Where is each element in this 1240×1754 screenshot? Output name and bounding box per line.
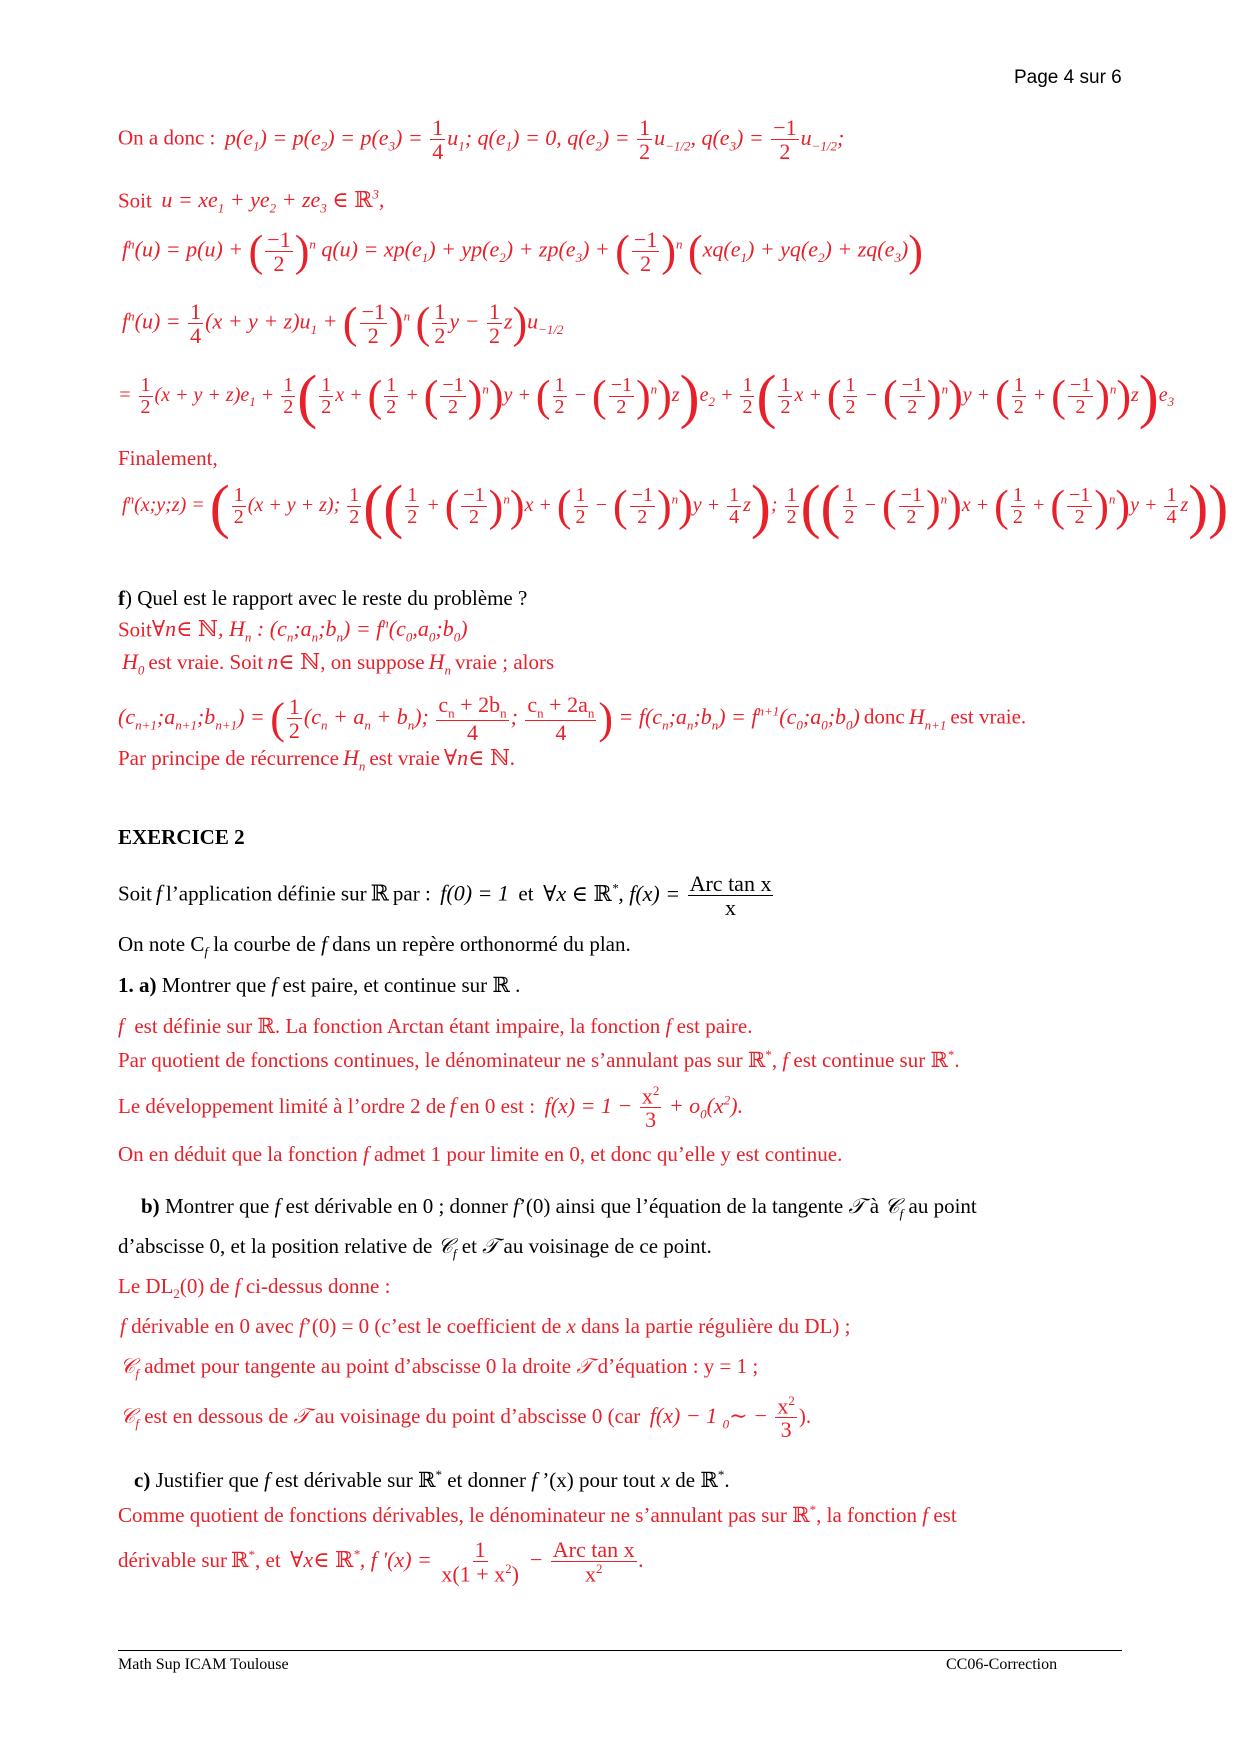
qf-h0-line: $H_0$ est vraie. Soit n∈ ℕ, on suppose $H_n$ vraie ; alors — [122, 649, 555, 678]
answer-1a-line1: f est définie sur ℝ. La fonction Arctan étant impaire, la fonction f est paire. — [118, 1014, 753, 1038]
answer-1a-line2: Par quotient de fonctions continues, le dénominateur ne s’annulant pas sur ℝ*, f est continue sur ℝ*. — [118, 1047, 960, 1072]
formula-fn-u-1: $f^n(u) = p(u)$ + ( $\frac{-1}{2}$ )$^n$ $q(u) = xp(e_1) + yp(e_2) + zp(e_3)$ + ( $\frac{-1}{2}$ )$^n$ $(xq(e_1) + yq(e_2) + zq(e_3))$ — [122, 226, 923, 277]
answer-1b-line1: Le $DL_2(0)$ de f ci-dessus donne : — [118, 1274, 391, 1302]
question-1a: 1. a) Montrer que f est paire, et continue sur ℝ . — [118, 973, 521, 997]
ex2-intro: Soit f l’application définie sur ℝ par : f(0) = 1 et ∀x ∈ ℝ*, f(x) = $\frac{\text{Arc tan x}}{x}$ — [118, 871, 772, 921]
page-number: Page 4 sur 6 — [1014, 67, 1122, 88]
qf-soit-line: Soit∀n∈ ℕ, $H_n$ : $(c_n;a_n;b_n)$ = $f^n(c_0,a_0;b_0)$ — [118, 616, 468, 645]
formula-final: $f^n(x;y;z)$ = ( $\frac{1}{2}$ (x + y + z); $\frac{1}{2}$ (( $\frac{1}{2}$ + ( $\frac{-1}{2}$ )$^n$)x + ( $\frac{1}{2}$ − ( $\frac{-1}{2}$ )$^n$)y + $\frac{1}{4}$ z); $\frac{1}{2}$ (( $\frac{1}{2}$ − ( $\frac{-1}{2}$ )$^n$)x + ( $\frac{1}{2}$ + ( $\frac{-1}{2}$ )$^n$)y + $\frac{1}{4}$ z)) — [122, 473, 1229, 540]
answer-1b-line2: f dérivable en 0 avec f’(0) = 0 (c’est le coefficient de x dans la partie régulière du DL) ; — [120, 1314, 851, 1338]
footer-left: Math Sup ICAM Toulouse — [118, 1656, 289, 1673]
question-f: f) Quel est le rapport avec le reste du problème ? — [118, 586, 528, 610]
answer-1a-line3: Le développement limité à l’ordre 2 de f en 0 est : f(x) = 1 − $\frac{x^2}{3}$ + $o_0(x^2)$. — [118, 1083, 744, 1133]
qf-conclusion: Par principe de récurrence $H_n$ est vraie ∀n∈ ℕ. — [118, 745, 516, 774]
footer-right: CC06-Correction — [946, 1656, 1058, 1673]
footer-rule — [118, 1650, 1122, 1651]
formula-fn-u-2: $f^n(u)$ = $\frac{1}{4}$ $(x + y + z)u_1$ + ( $\frac{-1}{2}$ )$^n$ ( $\frac{1}{2}$ y − $\frac{1}{2}$ $z)u_{-1/2}$ — [122, 298, 564, 349]
answer-1c-line1: Comme quotient de fonctions dérivables, le dénominateur ne s’annulant pas sur ℝ*, la fonction f est — [118, 1502, 957, 1527]
answer-1c-line2: dérivable sur ℝ*, et ∀x∈ ℝ*, f '(x) = $\frac{1}{x(1 + x^2)}$ − $\frac{\text{Arc tan x}}{x^2}$ . — [118, 1537, 645, 1587]
question-1b: b) Montrer que f est dérivable en 0 ; donner f’(0) ainsi que l’équation de la tangente 𝒯 à 𝒞$_f$ au point — [141, 1194, 977, 1222]
question-1b-line2: d’abscisse 0, et la position relative de 𝒞$_f$ et 𝒯 au voisinage de ce point. — [118, 1234, 712, 1262]
answer-1b-line3: 𝒞$_f$ admet pour tangente au point d’abscisse 0 la droite 𝒯 d’équation : y = 1 ; — [120, 1354, 759, 1382]
ex2-note: On note $C_f$ la courbe de f dans un repère orthonormé du plan. — [118, 932, 631, 960]
formula-expansion: = $\frac{1}{2}$ $(x + y + z)e_1$ + $\frac{1}{2}$ ( $\frac{1}{2}$ x + ( $\frac{1}{2}$ + ( $\frac{-1}{2}$ )$^n$)y + ( $\frac{1}{2}$ − ( $\frac{-1}{2}$ )$^n)z)e_2$ + $\frac{1}{2}$ ( $\frac{1}{2}$ x + ( $\frac{1}{2}$ − ( $\frac{-1}{2}$ )$^n$)y + ( $\frac{1}{2}$ + ( $\frac{-1}{2}$ )$^n)z)e_3$ — [118, 363, 1175, 430]
finalement-label: Finalement, — [118, 446, 218, 470]
question-1c: c) Justifier que f est dérivable sur ℝ* et donner f ’(x) pour tout x de ℝ*. — [134, 1467, 730, 1492]
answer-1b-line4: 𝒞$_f$ est en dessous de 𝒯 au voisinage du point d’abscisse 0 (car f(x) − 1 $_0$∼ − $\frac{x^2}{3}$ ). — [120, 1393, 812, 1443]
exercise-2-title: EXERCICE 2 — [118, 825, 245, 849]
on-a-donc-line: On a donc : $p(e_1) = p(e_2) = p(e_3)$ = $\frac{1}{4}$ $u_1$; $q(e_1) = 0$, $q(e_2)$ = $\frac{1}{2}$ $u_{-1/2}$, $q(e_3)$ = $\frac{-1}{2}$ $u_{-1/2}$; — [118, 115, 845, 165]
answer-1a-line4: On en déduit que la fonction f admet 1 pour limite en 0, et donc qu’elle y est continue. — [118, 1142, 843, 1166]
soit-u-line: Soit $u = xe_1 + ye_2 + ze_3$ ∈ ℝ$^3$, — [118, 187, 385, 216]
qf-recurrence-formula: $(c_{n+1};a_{n+1};b_{n+1})$ = ( $\frac{1}{2}$ $(c_n + a_n + b_n)$; $\frac{c_n + 2b_n}{4}$ ; $\frac{c_n + 2a_n}{4}$ ) = $f(c_n;a_n;b_n)$ = $f^{n+1}(c_0;a_0;b_0)$ donc $H_{n+1}$ est vraie. — [118, 692, 1027, 746]
